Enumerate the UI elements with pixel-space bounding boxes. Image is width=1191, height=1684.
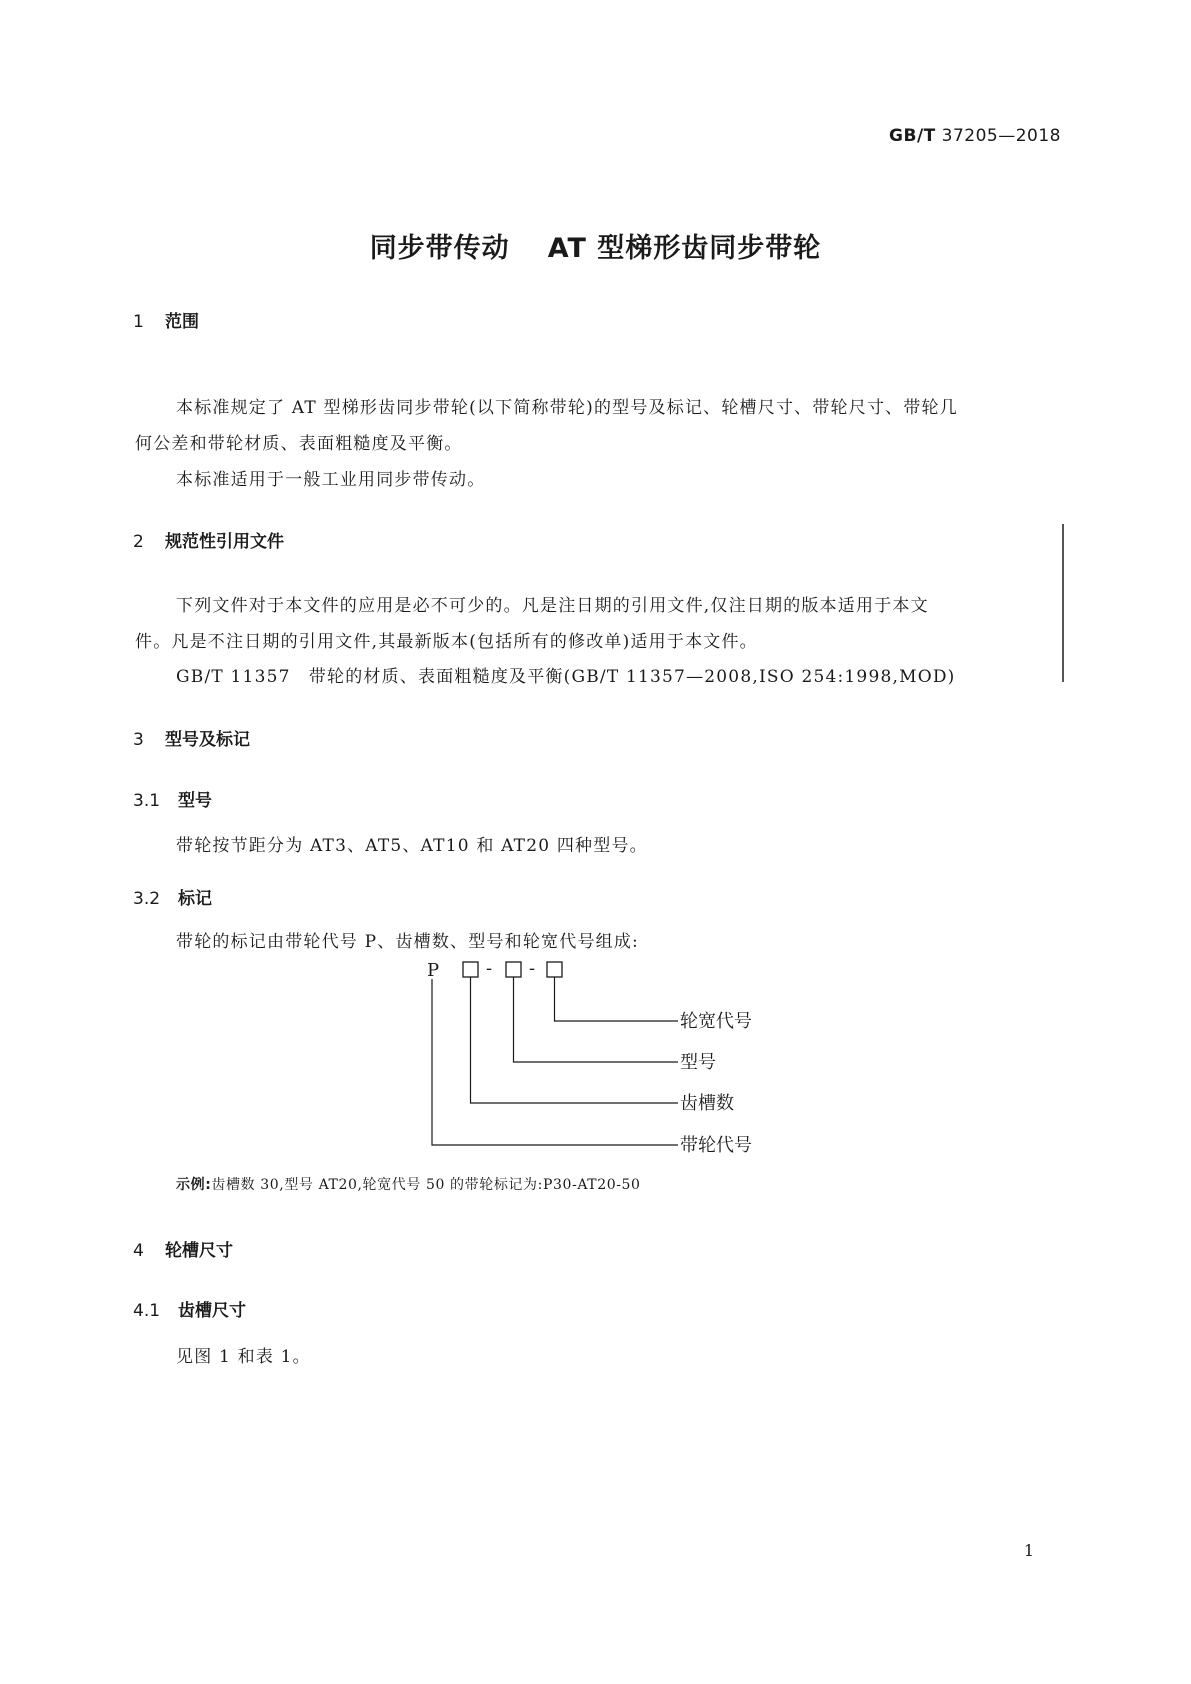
section-number: 4.1 <box>133 1301 161 1321</box>
separator-2: - <box>529 958 536 979</box>
s1-paragraph-line1: 本标准规定了 AT 型梯形齿同步带轮(以下简称带轮)的型号及标记、轮槽尺寸、带轮尺寸、带轮几 <box>176 398 958 418</box>
title-part2: AT 型梯形齿同步带轮 <box>547 233 822 264</box>
separator-1: - <box>486 958 493 979</box>
s4-1-text: 见图 1 和表 1。 <box>176 1347 311 1367</box>
section-number: 2 <box>133 532 144 552</box>
prefix-p: P <box>427 960 440 981</box>
section-number: 4 <box>133 1241 144 1261</box>
section-title: 范围 <box>165 312 199 332</box>
label-width-code: 轮宽代号 <box>680 1011 752 1032</box>
section-3-2-heading <box>133 884 212 909</box>
standard-number <box>889 126 1061 146</box>
leader-type <box>514 977 679 1062</box>
teeth-box <box>463 962 478 977</box>
section-title: 齿槽尺寸 <box>178 1301 246 1321</box>
example-label: 示例: <box>176 1177 212 1193</box>
section-1-heading <box>133 307 199 332</box>
change-bar <box>1062 524 1064 682</box>
section-title: 型号 <box>178 791 212 811</box>
s2-paragraph-line1: 下列文件对于本文件的应用是必不可少的。凡是注日期的引用文件,仅注日期的版本适用于本文 <box>176 596 929 616</box>
s2-paragraph-line2: 件。凡是不注日期的引用文件,其最新版本(包括所有的修改单)适用于本文件。 <box>135 632 758 652</box>
section-number: 1 <box>133 312 144 332</box>
section-title: 型号及标记 <box>165 730 250 750</box>
page-title <box>0 226 1191 265</box>
s3-1-text: 带轮按节距分为 AT3、AT5、AT10 和 AT20 四种型号。 <box>176 836 648 856</box>
label-type: 型号 <box>680 1052 716 1073</box>
section-3-heading <box>133 725 250 750</box>
section-title: 轮槽尺寸 <box>165 1241 233 1261</box>
example-note <box>176 1174 641 1194</box>
section-2-heading <box>133 527 284 552</box>
s2-reference: GB/T 11357 带轮的材质、表面粗糙度及平衡(GB/T 11357—2008,ISO 254:1998,MOD) <box>176 667 956 687</box>
section-title: 规范性引用文件 <box>165 532 284 552</box>
title-part1: 同步带传动 <box>369 233 510 264</box>
section-4-heading <box>133 1236 233 1261</box>
section-title: 标记 <box>178 889 212 909</box>
label-teeth: 齿槽数 <box>680 1093 734 1114</box>
section-number: 3.1 <box>133 791 161 811</box>
s3-2-text: 带轮的标记由带轮代号 P、齿槽数、型号和轮宽代号组成: <box>176 932 639 952</box>
section-number: 3.2 <box>133 889 161 909</box>
page-number: 1 <box>1023 1541 1034 1560</box>
section-number: 3 <box>133 730 144 750</box>
standard-code: 37205—2018 <box>941 126 1061 146</box>
standard-prefix: GB/T <box>889 126 936 146</box>
width-box <box>547 962 562 977</box>
s1-paragraph-2: 本标准适用于一般工业用同步带传动。 <box>176 470 486 490</box>
label-pulley-code: 带轮代号 <box>680 1135 752 1156</box>
example-text: 齿槽数 30,型号 AT20,轮宽代号 50 的带轮标记为:P30-AT20-50 <box>211 1177 641 1193</box>
leader-width <box>555 977 679 1021</box>
designation-diagram <box>410 955 780 1170</box>
leader-teeth <box>471 977 679 1103</box>
section-3-1-heading <box>133 786 212 811</box>
s1-paragraph-line2: 何公差和带轮材质、表面粗糙度及平衡。 <box>135 434 463 454</box>
type-box <box>506 962 521 977</box>
section-4-1-heading <box>133 1296 246 1321</box>
